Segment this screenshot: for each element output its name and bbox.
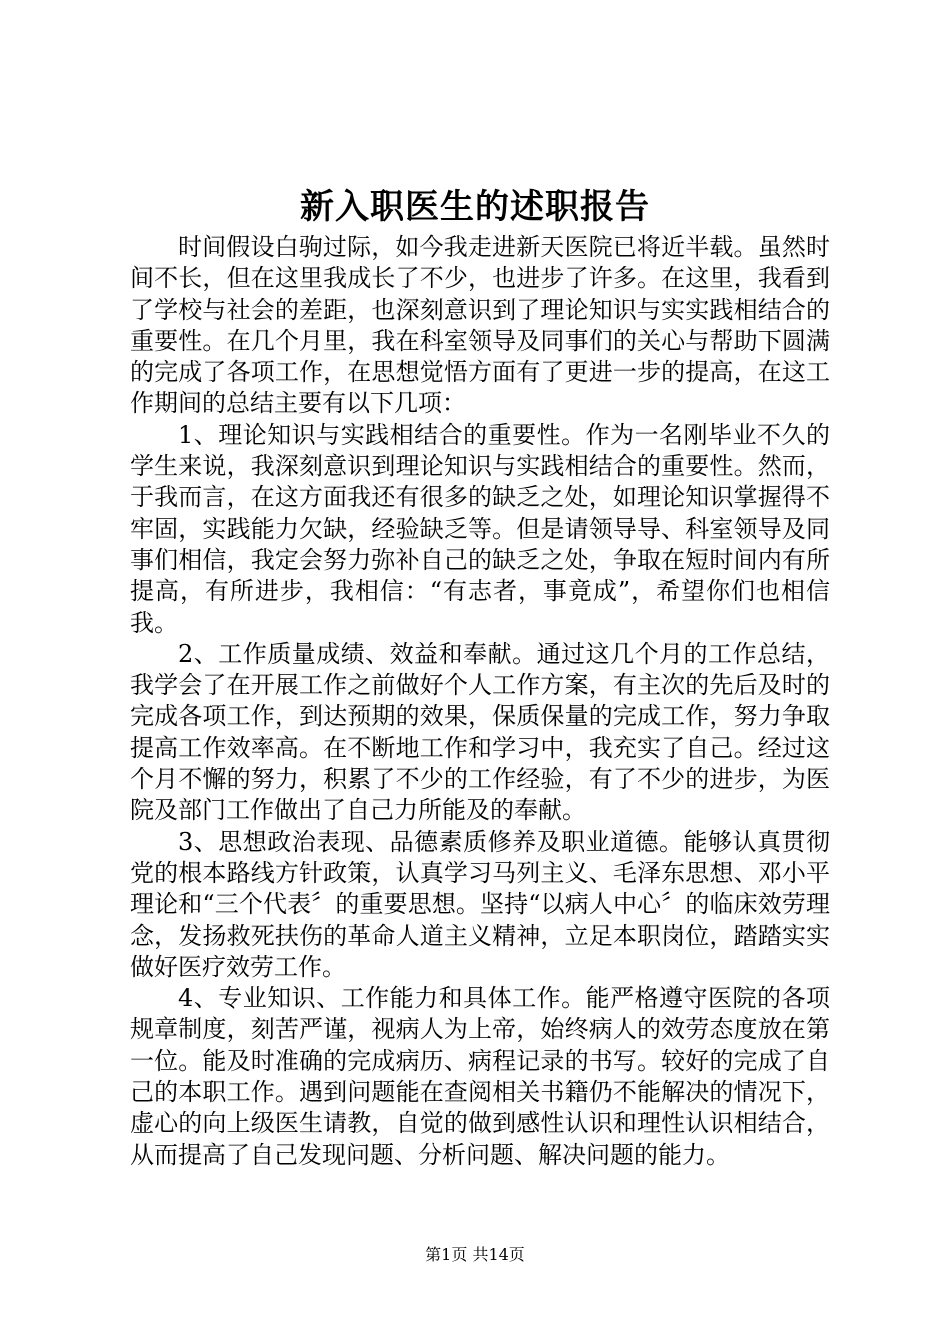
paragraph-political-ethics: 3、思想政治表现、品德素质修养及职业道德。能够认真贯彻党的根本路线方针政策，认真学习马列主义、毛泽东思想、邓小平理论和“三个代表〞的重要思想。坚持“以病人中心〞的临床效劳理念，发扬救死扶伤的革命人道主义精神，立足本职岗位，踏踏实实做好医疗效劳工作。 bbox=[130, 827, 830, 981]
paragraph-work-quality: 2、工作质量成绩、效益和奉献。通过这几个月的工作总结，我学会了在开展工作之前做好个人工作方案，有主次的先后及时的完成各项工作，到达预期的效果，保质保量的完成工作，努力争取提高工作效率高。在不断地工作和学习中，我充实了自己。经过这个月不懈的努力，积累了不少的工作经验，有了不少的进步，为医院及部门工作做出了自己力所能及的奉献。 bbox=[130, 639, 830, 825]
document-body bbox=[130, 232, 830, 1171]
paragraph-theory-practice: 1、理论知识与实践相结合的重要性。作为一名刚毕业不久的学生来说，我深刻意识到理论知识与实践相结合的重要性。然而，于我而言，在这方面我还有很多的缺乏之处，如理论知识掌握得不牢固，实践能力欠缺，经验缺乏等。但是请领导导、科室领导及同事们相信，我定会努力弥补自己的缺乏之处，争取在短时间内有所提高，有所进步，我相信：“有志者，事竟成”，希望你们也相信我。 bbox=[130, 420, 830, 637]
page-number-footer: 第1页 共14页 bbox=[425, 1245, 525, 1264]
paragraph-professional-work: 4、专业知识、工作能力和具体工作。能严格遵守医院的各项规章制度，刻苦严谨，视病人为上帝，始终病人的效劳态度放在第一位。能及时准确的完成病历、病程记录的书写。较好的完成了自己的本职工作。遇到问题能在查阅相关书籍仍不能解决的情况下，虚心的向上级医生请教，自觉的做到感性认识和理性认识相结合，从而提高了自己发现问题、分析问题、解决问题的能力。 bbox=[130, 984, 830, 1169]
paragraph-intro: 时间假设白驹过际，如今我走进新天医院已将近半载。虽然时间不长，但在这里我成长了不少，也进步了许多。在这里，我看到了学校与社会的差距，也深刻意识到了理论知识与实实践相结合的重要性。在几个月里，我在科室领导及同事们的关心与帮助下圆满的完成了各项工作，在思想觉悟方面有了更进一步的提高，在这工作期间的总结主要有以下几项： bbox=[130, 233, 830, 418]
document-title: 新入职医生的述职报告 bbox=[300, 187, 650, 227]
